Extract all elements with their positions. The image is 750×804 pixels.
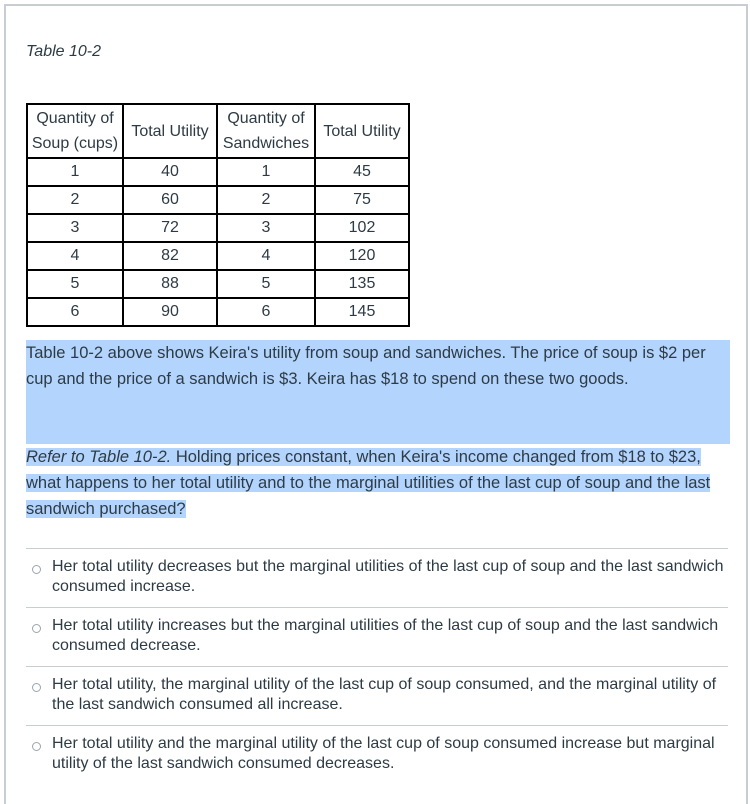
table-row	[27, 186, 409, 214]
sandwich-utility-cell: 45	[315, 158, 409, 186]
soup-quantity-cell: 2	[27, 186, 123, 214]
passage-intro: Table 10-2 above shows Keira's utility from soup and sandwiches. The price of soup is $2 per cup and the price of a sandwich is $3. Keira has $18 to spend on these two goods.	[26, 340, 730, 392]
sandwich-quantity-cell: 5	[217, 270, 315, 298]
answer-choice[interactable]	[26, 548, 728, 607]
radio-button[interactable]	[32, 742, 41, 751]
soup-quantity-cell: 4	[27, 242, 123, 270]
radio-button[interactable]	[32, 624, 41, 633]
header-soup-quantity: Quantity of Soup (cups)	[27, 104, 123, 158]
table-row	[27, 214, 409, 242]
radio-button[interactable]	[32, 565, 41, 574]
soup-utility-cell: 90	[123, 298, 217, 326]
sandwich-utility-cell: 102	[315, 214, 409, 242]
sandwich-utility-cell: 145	[315, 298, 409, 326]
header-sandwich-utility: Total Utility	[315, 104, 409, 158]
choice-label: Her total utility and the marginal utility of the last cup of soup consumed increase but marginal utility of the last sandwich consumed decreases.	[52, 735, 715, 772]
sandwich-utility-cell: 120	[315, 242, 409, 270]
soup-utility-cell: 82	[123, 242, 217, 270]
table-row	[27, 242, 409, 270]
answer-choices	[26, 548, 728, 784]
table-header-row	[27, 104, 409, 158]
sandwich-utility-cell: 75	[315, 186, 409, 214]
answer-choice[interactable]	[26, 607, 728, 666]
sandwich-quantity-cell: 3	[217, 214, 315, 242]
header-sandwich-quantity: Quantity of Sandwiches	[217, 104, 315, 158]
highlight-gap	[26, 392, 730, 444]
sandwich-quantity-cell: 4	[217, 242, 315, 270]
answer-choice[interactable]	[26, 666, 728, 725]
passage-question	[26, 444, 730, 522]
question-passage	[26, 340, 730, 522]
sandwich-quantity-cell: 1	[217, 158, 315, 186]
table-row	[27, 298, 409, 326]
soup-utility-cell: 72	[123, 214, 217, 242]
soup-utility-cell: 88	[123, 270, 217, 298]
choice-label: Her total utility, the marginal utility of the last cup of soup consumed, and the marginal utility of the last sandwich consumed all increase.	[52, 676, 717, 713]
table-row	[27, 158, 409, 186]
header-soup-utility: Total Utility	[123, 104, 217, 158]
answer-choice[interactable]	[26, 725, 728, 784]
soup-quantity-cell: 5	[27, 270, 123, 298]
table-title: Table 10-2	[26, 43, 102, 60]
sandwich-utility-cell: 135	[315, 270, 409, 298]
question-text: Holding prices constant, when Keira's income changed from $18 to $23, what happens to her total utility and to the marginal utilities of the last cup of soup and the last sandwich purchased?	[26, 448, 711, 518]
soup-utility-cell: 60	[123, 186, 217, 214]
sandwich-quantity-cell: 2	[217, 186, 315, 214]
radio-button[interactable]	[32, 683, 41, 692]
soup-quantity-cell: 1	[27, 158, 123, 186]
soup-quantity-cell: 3	[27, 214, 123, 242]
soup-quantity-cell: 6	[27, 298, 123, 326]
utility-table	[26, 103, 410, 327]
sandwich-quantity-cell: 6	[217, 298, 315, 326]
choice-label: Her total utility increases but the marginal utilities of the last cup of soup and the last sandwich consumed decrease.	[52, 617, 719, 654]
table-reference: Refer to Table 10-2.	[26, 448, 172, 466]
soup-utility-cell: 40	[123, 158, 217, 186]
table-row	[27, 270, 409, 298]
choice-label: Her total utility decreases but the marginal utilities of the last cup of soup and the last sandwich consumed increase.	[52, 558, 724, 595]
